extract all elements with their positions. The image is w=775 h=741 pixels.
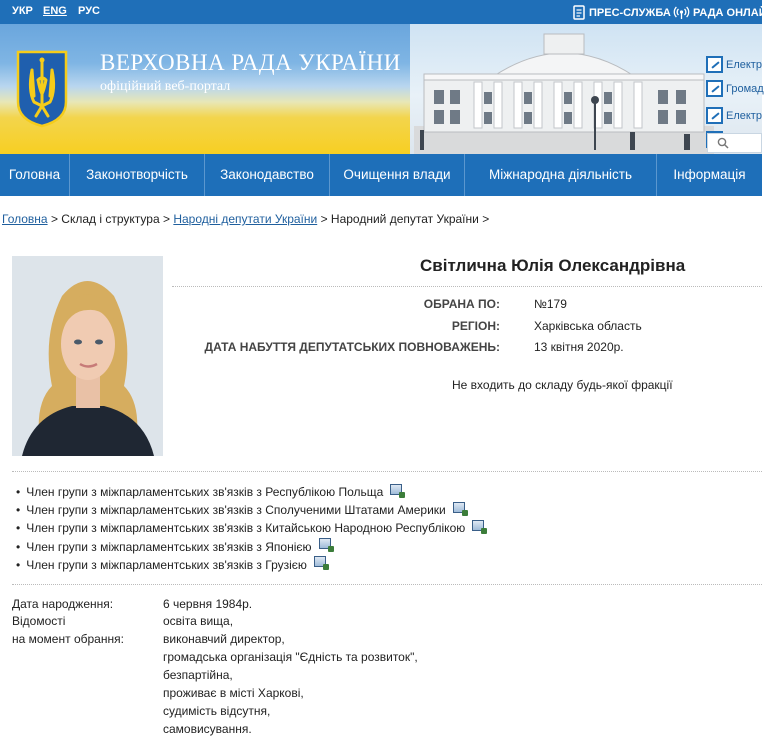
group-label: • Член групи з міжпарламентських зв'язків з Сполученими Штатами Америки: [26, 503, 446, 518]
list-item: [16, 501, 484, 519]
mandate-date-label: ДАТА НАБУТТЯ ДЕПУТАТСЬКИХ ПОВНОВАЖЕНЬ:: [204, 340, 500, 354]
edit-icon: [706, 80, 723, 97]
side-link-2[interactable]: [706, 80, 764, 97]
search-icon[interactable]: [717, 137, 729, 149]
nav-international[interactable]: Міжнародна діяльність: [465, 154, 657, 196]
side-link-1-label: Електр: [726, 58, 762, 71]
press-service-link[interactable]: [573, 5, 671, 20]
breadcrumb-current: Народний депутат України: [330, 212, 479, 226]
info-line: освіта вища,: [163, 614, 234, 628]
lang-ukr-link[interactable]: УКР: [12, 5, 33, 17]
breadcrumb-structure: Склад і структура: [61, 212, 160, 226]
nav-lustration[interactable]: Очищення влади: [330, 154, 465, 196]
broadcast-icon: [674, 5, 689, 20]
press-service-label: ПРЕС-СЛУЖБА: [589, 6, 671, 19]
group-label: • Член групи з міжпарламентських зв'язків з Грузією: [26, 557, 307, 572]
email-icon[interactable]: [472, 520, 484, 531]
edit-icon: [706, 107, 723, 124]
info-label-line-2: на момент обрання:: [12, 632, 124, 646]
mandate-date-value: 13 квітня 2020р.: [534, 340, 624, 354]
side-link-3-label: Електр: [726, 109, 762, 122]
email-icon[interactable]: [319, 538, 331, 549]
info-line: судимість відсутня,: [163, 704, 271, 718]
info-line: безпартійна,: [163, 668, 233, 682]
info-label-line-1: Відомості: [12, 614, 66, 628]
deputy-name: Світлична Юлія Олександрівна: [420, 256, 686, 275]
lang-eng-link[interactable]: ENG: [43, 5, 67, 17]
main-nav: [0, 154, 762, 196]
elected-by-label: ОБРАНА ПО:: [423, 297, 500, 311]
groups-list: [16, 483, 484, 574]
divider: [12, 584, 762, 585]
breadcrumb-separator: >: [482, 212, 490, 226]
site-banner: [0, 24, 762, 154]
birth-date-label: Дата народження:: [12, 597, 114, 611]
lang-rus-link[interactable]: РУС: [78, 5, 100, 17]
breadcrumb-home-link[interactable]: Головна: [2, 212, 48, 226]
list-item: [16, 519, 484, 537]
deputy-portrait-image: [12, 256, 163, 456]
side-link-2-label: Громад: [726, 82, 764, 95]
divider: [172, 286, 762, 287]
region-label: РЕГІОН:: [451, 319, 500, 333]
group-label: • Член групи з міжпарламентських зв'язків з Японією: [26, 539, 312, 554]
birth-date-value: 6 червня 1984р.: [163, 597, 253, 611]
breadcrumb-separator: >: [320, 212, 328, 226]
deputy-photo: [12, 256, 163, 456]
elected-by-value: №179: [534, 297, 567, 311]
list-item: [16, 556, 484, 574]
side-link-1[interactable]: [706, 56, 762, 73]
radio-online-link[interactable]: [674, 5, 775, 20]
site-title[interactable]: ВЕРХОВНА РАДА УКРАЇНИ: [100, 50, 401, 75]
breadcrumb: [2, 212, 489, 226]
nav-lawmaking[interactable]: Законотворчість: [70, 154, 205, 196]
info-line: самовисування.: [163, 722, 252, 736]
radio-online-label: РАДА ОНЛАЙН: [693, 6, 775, 19]
edit-icon: [706, 56, 723, 73]
fraction-status: Не входить до складу будь-якої фракції: [452, 378, 673, 392]
nav-information[interactable]: Інформація: [673, 167, 746, 182]
list-item: [16, 538, 484, 556]
email-icon[interactable]: [314, 556, 326, 567]
site-subtitle: офіційний веб-портал: [100, 79, 231, 94]
list-item: [16, 483, 484, 501]
info-line: громадська організація "Єдність та розвиток",: [163, 650, 418, 664]
info-line: виконавчий директор,: [163, 632, 285, 646]
group-label: • Член групи з міжпарламентських зв'язків з Республікою Польща: [26, 485, 384, 500]
email-icon[interactable]: [390, 484, 402, 495]
top-bar: [0, 0, 775, 24]
nav-legislation[interactable]: Законодавство: [205, 154, 330, 196]
coat-of-arms-icon[interactable]: [16, 50, 68, 128]
group-label: • Член групи з міжпарламентських зв'язків з Китайською Народною Республікою: [26, 521, 466, 536]
nav-home[interactable]: Головна: [0, 154, 70, 196]
region-value: Харківська область: [534, 319, 642, 333]
divider: [12, 471, 762, 472]
breadcrumb-deputies-link[interactable]: Народні депутати України: [173, 212, 318, 226]
search-input[interactable]: [707, 133, 762, 153]
parliament-building-image: [414, 30, 714, 154]
info-line: проживає в місті Харкові,: [163, 686, 304, 700]
side-link-3[interactable]: [706, 107, 762, 124]
breadcrumb-separator: >: [162, 212, 170, 226]
breadcrumb-separator: >: [50, 212, 58, 226]
email-icon[interactable]: [453, 502, 465, 513]
document-icon: [573, 5, 585, 20]
